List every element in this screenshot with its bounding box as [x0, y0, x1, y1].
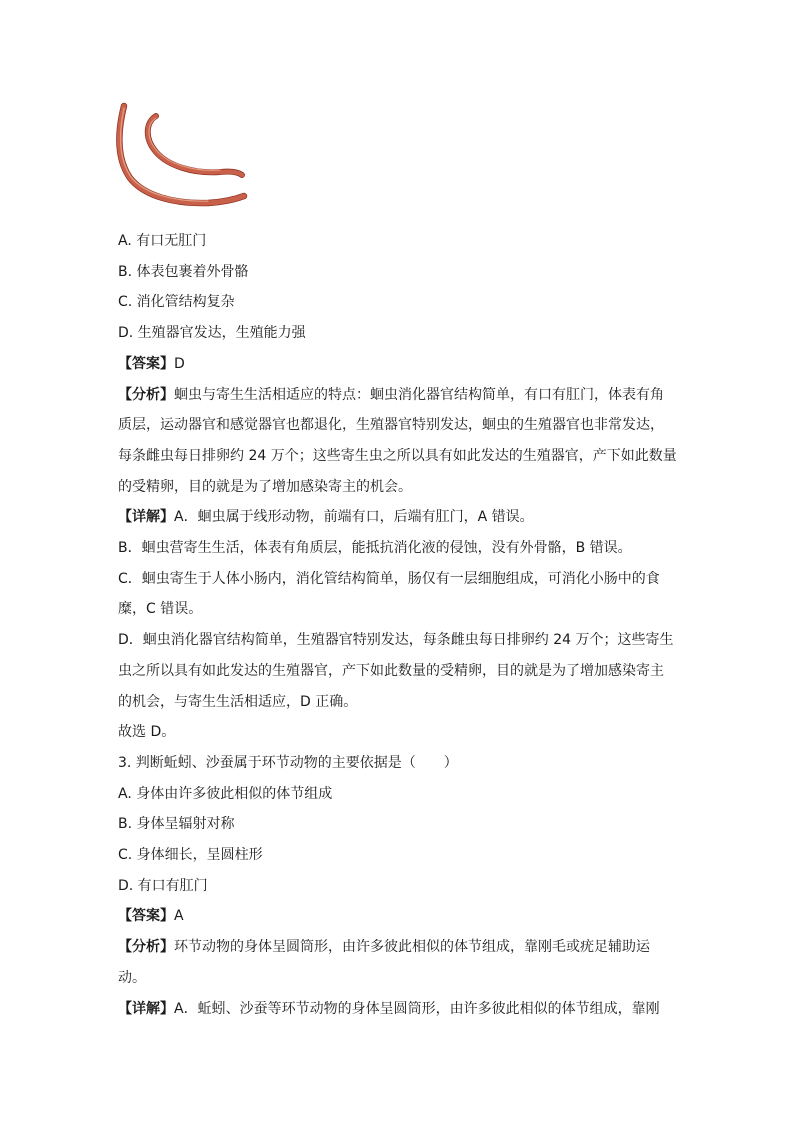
roundworm-long-highlight — [121, 108, 208, 201]
q2-answer — [118, 349, 678, 380]
roundworm-long-body — [119, 106, 244, 203]
q2-option-a: A. 有口无肛门 — [118, 233, 207, 249]
q3-stem: 3. 判断蚯蚓、沙蚕属于环节动物的主要依据是（ ） — [118, 754, 458, 771]
analysis-tag: 【分析】 — [118, 386, 174, 403]
roundworm-short-highlight — [149, 118, 220, 170]
detail-text: A．蚯蚓、沙蚕等环节动物的身体呈圆筒形，由许多彼此相似的体节组成，靠刚 — [174, 1000, 660, 1017]
question-content — [118, 226, 678, 1024]
q3-option-d: D. 有口有肛门 — [118, 877, 208, 894]
q2-option-d: D. 生殖器官发达，生殖能力强 — [118, 325, 306, 342]
answer-tag: 【答案】 — [118, 355, 174, 372]
q2-conclusion: 故选 D。 — [118, 724, 176, 741]
q2-detail-line: B．蛔虫营寄生生活，体表有角质层，能抵抗消化液的侵蚀，没有外骨骼，B 错误。 — [118, 540, 632, 557]
q2-analysis-line: 的受精卵，目的就是为了增加感染寄主的机会。 — [118, 478, 412, 495]
q2-detail-line: 的机会，与寄生生活相适应，D 正确。 — [118, 693, 358, 710]
answer-value: A — [174, 908, 184, 925]
q3-analysis-line: 动。 — [118, 969, 146, 986]
answer-value: D — [174, 355, 185, 372]
q2-detail-line: 糜，C 错误。 — [118, 601, 203, 618]
analysis-text: 环节动物的身体呈圆筒形，由许多彼此相似的体节组成，靠刚毛或疣足辅助运 — [174, 939, 650, 956]
answer-tag: 【答案】 — [118, 908, 174, 925]
q2-detail-line — [118, 502, 678, 533]
roundworm-short-body — [148, 116, 242, 175]
q3-answer — [118, 901, 678, 932]
q2-option-b: B. 体表包裹着外骨骼 — [118, 263, 249, 280]
analysis-text: 蛔虫与寄生生活相适应的特点：蛔虫消化器官结构简单，有口有肛门，体表有角 — [174, 386, 664, 403]
q3-option-a: A. 身体由许多彼此相似的体节组成 — [118, 785, 333, 802]
detail-text: A．蛔虫属于线形动物，前端有口，后端有肛门，A 错误。 — [174, 509, 534, 526]
q2-analysis-line: 每条雌虫每日排卵约 24 万个；这些寄生虫之所以具有如此发达的生殖器官，产下如此数量 — [118, 447, 677, 464]
q2-detail-line: D．蛔虫消化器官结构简单，生殖器官特别发达，每条雌虫每日排卵约 24 万个；这些寄生 — [118, 632, 674, 649]
q2-option-c: C. 消化管结构复杂 — [118, 294, 235, 311]
detail-tag: 【详解】 — [118, 1000, 174, 1017]
q3-detail-line — [118, 994, 678, 1025]
analysis-tag: 【分析】 — [118, 939, 174, 956]
q3-analysis-line — [118, 932, 678, 963]
q3-option-b: B. 身体呈辐射对称 — [118, 816, 235, 833]
roundworm-short-outline — [148, 116, 242, 175]
q3-option-c: C. 身体细长，呈圆柱形 — [118, 847, 263, 864]
q2-detail-line: C．蛔虫寄生于人体小肠内，消化管结构简单，肠仅有一层细胞组成，可消化小肠中的食 — [118, 570, 660, 587]
detail-tag: 【详解】 — [118, 509, 174, 526]
q2-analysis-line: 质层，运动器官和感觉器官也都退化，生殖器官特别发达，蛔虫的生殖器官也非常发达， — [118, 417, 664, 434]
q2-analysis-line — [118, 380, 678, 411]
roundworm-illustration — [112, 100, 252, 215]
q2-detail-line: 虫之所以具有如此发达的生殖器官，产下如此数量的受精卵，目的就是为了增加感染寄主 — [118, 662, 664, 679]
